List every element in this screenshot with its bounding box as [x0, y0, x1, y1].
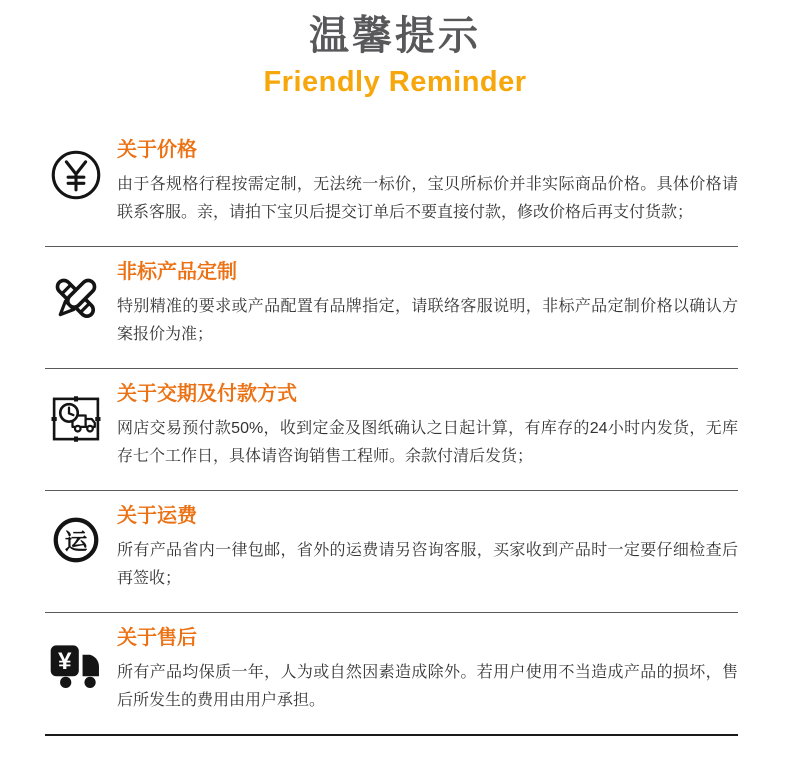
- section-content: [117, 260, 738, 349]
- pen-tools-icon: [45, 269, 107, 327]
- section-body: 网店交易预付款50%，收到定金及图纸确认之日起计算，有库存的24小时内发货，无库存七个工作日，具体请咨询销售工程师。余款付清后发货；: [117, 420, 738, 465]
- section-heading: 关于价格: [117, 139, 197, 161]
- yen-circle-icon: [45, 147, 107, 203]
- section-aftersale: [45, 613, 738, 736]
- section-custom: [45, 247, 738, 369]
- section-delivery-payment: [45, 369, 738, 491]
- shipping-yun-circle-icon: [45, 513, 107, 567]
- section-heading: 关于运费: [117, 505, 197, 527]
- page-title: 温馨提示: [309, 14, 481, 58]
- yen-glyph: ¥: [57, 648, 72, 676]
- section-body: 所有产品均保质一年，人为或自然因素造成除外。若用户使用不当造成产品的损坏，售后所发生的费用由用户承担。: [117, 664, 738, 709]
- section-body: 所有产品省内一律包邮，省外的运费请另咨询客服，买家收到产品时一定要仔细检查后再签收；: [117, 542, 738, 587]
- section-heading: 关于售后: [117, 627, 197, 649]
- section-content: [117, 138, 738, 227]
- section-heading: 非标产品定制: [117, 261, 237, 283]
- section-content: [117, 382, 738, 471]
- section-body: 特别精准的要求或产品配置有品牌指定，请联络客服说明，非标产品定制价格以确认方案报价为准；: [117, 298, 738, 343]
- delivery-schedule-icon: [45, 391, 107, 447]
- section-heading: 关于交期及付款方式: [117, 383, 297, 405]
- section-body: 由于各规格行程按需定制，无法统一标价，宝贝所标价并非实际商品价格。具体价格请联系客服。亲，请拍下宝贝后提交订单后不要直接付款，修改价格后再支付货款；: [117, 176, 738, 221]
- aftersale-truck-icon: [45, 635, 107, 695]
- page-header: [0, 0, 790, 99]
- section-content: [117, 626, 738, 715]
- yun-glyph: 运: [64, 528, 88, 555]
- section-price: [45, 125, 738, 247]
- section-content: [117, 504, 738, 593]
- section-shipping: [45, 491, 738, 613]
- page-subtitle: Friendly Reminder: [263, 66, 527, 98]
- sections-list: [45, 125, 738, 736]
